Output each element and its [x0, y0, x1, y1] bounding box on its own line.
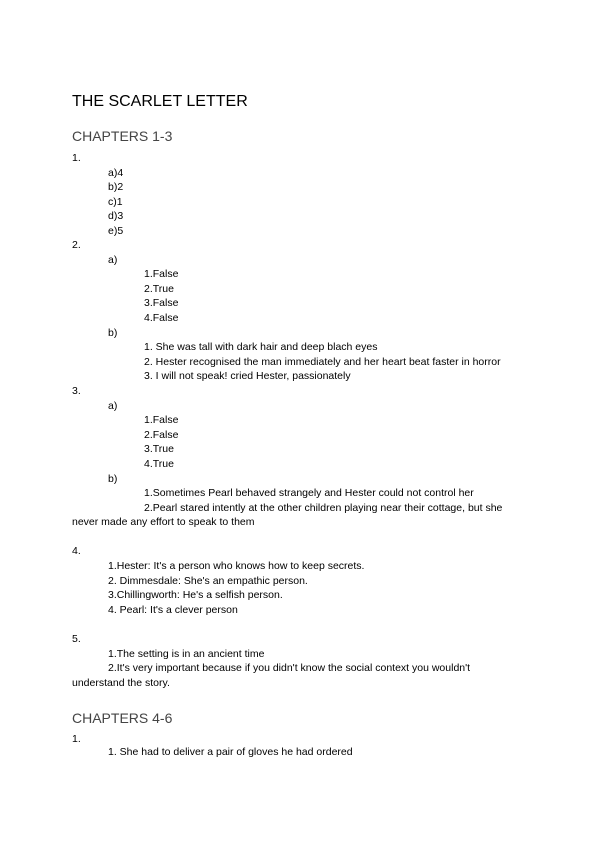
answer-line: e)5 — [108, 225, 124, 237]
sub-question-label: a) — [108, 400, 118, 412]
answer-line: 2.It's very important because if you didn't know the social context you wouldn't — [108, 662, 471, 674]
answer-line: 4.True — [144, 458, 174, 470]
answer-line: 1.False — [144, 268, 179, 280]
document-title: THE SCARLET LETTER — [72, 93, 248, 110]
answer-line: 1.The setting is in an ancient time — [108, 648, 265, 660]
answer-line: 1.False — [144, 414, 179, 426]
answer-line: 1.Hester: It's a person who knows how to keep secrets. — [108, 560, 365, 572]
answer-line: never made any effort to speak to them — [72, 516, 255, 528]
sub-question-label: a) — [108, 254, 118, 266]
answer-line: 3.True — [144, 443, 174, 455]
question-number: 1. — [72, 152, 81, 164]
answer-line: 2.Pearl stared intently at the other children playing near their cottage, but she — [144, 502, 503, 514]
question-number: 1. — [72, 733, 81, 745]
answer-line: 4.False — [144, 312, 179, 324]
answer-line: 3. I will not speak! cried Hester, passionately — [144, 370, 351, 382]
question-number: 4. — [72, 545, 81, 557]
question-number: 3. — [72, 385, 81, 397]
answer-line: 1. She had to deliver a pair of gloves he had ordered — [108, 746, 353, 758]
sub-question-label: b) — [108, 473, 118, 485]
answer-line: 3.Chillingworth: He's a selfish person. — [108, 589, 283, 601]
question-number: 2. — [72, 239, 81, 251]
answer-line: 2.False — [144, 429, 179, 441]
answer-line: 2. Hester recognised the man immediately and her heart beat faster in horror — [144, 356, 501, 368]
answer-line: 2. Dimmesdale: She's an empathic person. — [108, 575, 308, 587]
sub-question-label: b) — [108, 327, 118, 339]
answer-line: 3.False — [144, 297, 179, 309]
answer-line: b)2 — [108, 181, 124, 193]
answer-line: understand the story. — [72, 677, 170, 689]
answer-line: d)3 — [108, 210, 124, 222]
section-heading: CHAPTERS 1-3 — [72, 128, 173, 144]
answer-line: 4. Pearl: It's a clever person — [108, 604, 238, 616]
question-number: 5. — [72, 633, 81, 645]
answer-line: a)4 — [108, 167, 124, 179]
answer-line: 1.Sometimes Pearl behaved strangely and Hester could not control her — [144, 487, 474, 499]
answer-line: c)1 — [108, 196, 123, 208]
section-heading: CHAPTERS 4-6 — [72, 710, 173, 726]
answer-line: 2.True — [144, 283, 174, 295]
answer-line: 1. She was tall with dark hair and deep blach eyes — [144, 341, 378, 353]
